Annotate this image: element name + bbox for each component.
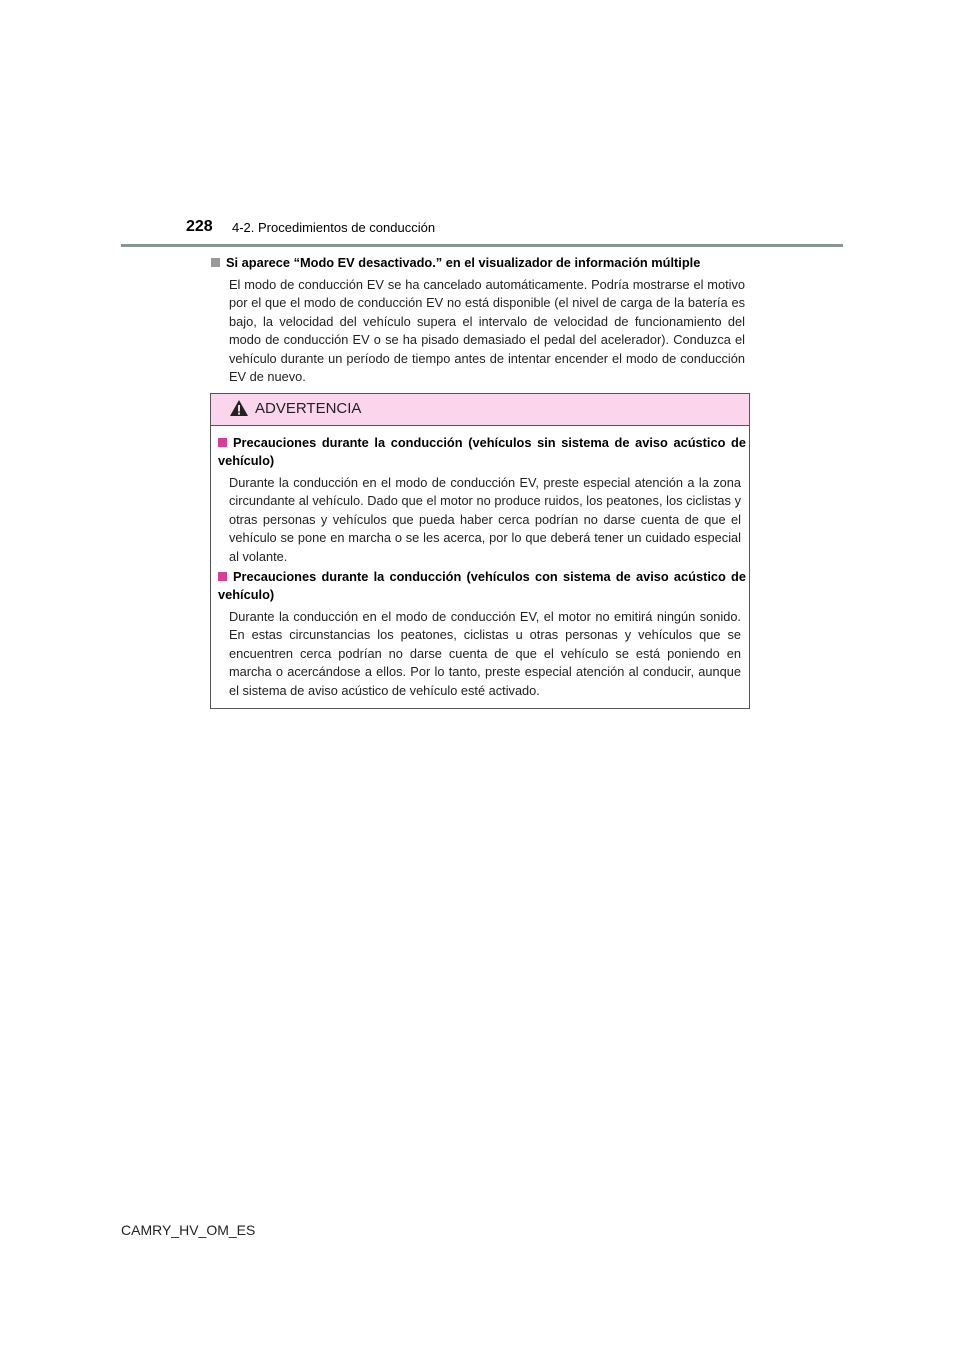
square-bullet-icon bbox=[218, 438, 227, 447]
header-divider bbox=[121, 244, 843, 247]
body-paragraph: El modo de conducción EV se ha cancelado automáticamente. Podría mostrarse el motivo por el que el modo de conducción EV no está disponible (el nivel de carga de la batería es bajo, la velocidad del vehículo supera el intervalo de velocidad de funcionamiento del modo de conducción EV o se ha pisado demasiado el pedal del acelerador). Conduzca el vehículo durante un período de tiempo antes de intentar encender el modo de conducción EV de nuevo. bbox=[229, 277, 745, 385]
warning-header bbox=[211, 394, 749, 426]
warning-item-title bbox=[218, 434, 746, 470]
section-title: 4-2. Procedimientos de conducción bbox=[232, 220, 436, 235]
warning-box bbox=[210, 393, 750, 709]
warning-triangle-icon bbox=[229, 399, 249, 417]
page-number: 228 bbox=[186, 218, 213, 235]
warning-item-title bbox=[218, 568, 746, 604]
square-bullet-icon bbox=[211, 258, 220, 267]
warning-item bbox=[218, 568, 746, 700]
square-bullet-icon bbox=[218, 572, 227, 581]
warning-item-text: Durante la conducción en el modo de conducción EV, el motor no emitirá ningún sonido. En estas circunstancias los peatones, ciclistas u otras personas y vehículos que se encuentren cerca podrían no darse cuenta de que el vehículo se está poniendo en marcha o acercándose a ellos. Por lo tanto, preste especial atención al conducir, aunque el sistema de aviso acústico de vehículo esté activado. bbox=[229, 609, 741, 698]
subsection-heading-text: Si aparece “Modo EV desactivado.” en el visualizador de información múltiple bbox=[226, 255, 701, 270]
document-code: CAMRY_HV_OM_ES bbox=[121, 1222, 256, 1238]
warning-title: ADVERTENCIA bbox=[255, 400, 362, 417]
warning-item-title-text: Precauciones durante la conducción (vehículos sin sistema de aviso acústico de vehículo) bbox=[218, 435, 746, 468]
subsection-heading bbox=[211, 254, 751, 272]
warning-item bbox=[218, 434, 746, 566]
warning-item-text: Durante la conducción en el modo de conducción EV, preste especial atención a la zona circundante al vehículo. Dado que el motor no produce ruidos, los peatones, los ciclistas y otras personas y vehículos que pueda haber cerca podrían no darse cuenta de que el vehículo se pone en marcha o se les acerca, por lo que deberá tener un cuidado especial al volante. bbox=[229, 475, 741, 564]
warning-item-title-text: Precauciones durante la conducción (vehículos con sistema de aviso acústico de vehículo) bbox=[218, 569, 746, 602]
